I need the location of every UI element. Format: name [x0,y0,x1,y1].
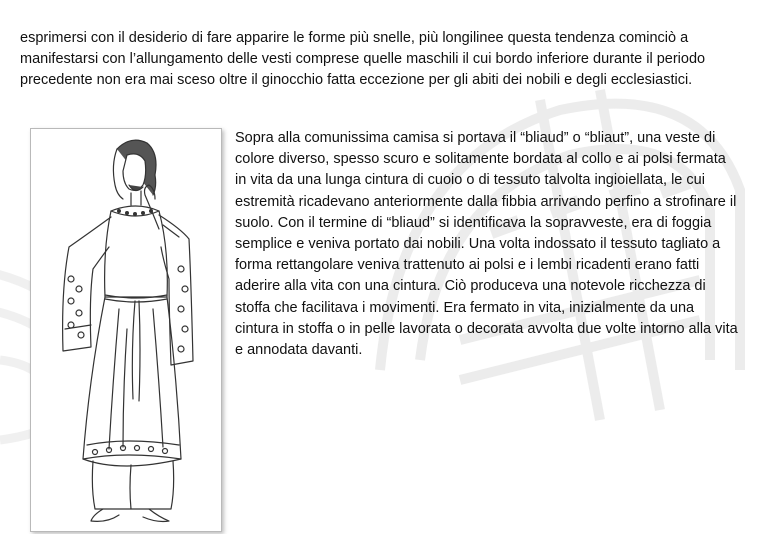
man-in-bliaud-illustration-icon [31,129,221,531]
body-paragraph: Sopra alla comunissima camisa si portava il “bliaud” o “bliaut”, una veste di colore diverso, spesso scuro e solitamente bordata al collo e ai polsi fermata in vita da una lunga cintura di cuoio o di tessuto talvolta ingioiellata, le cui estremità ricadevano anteriormente dalla fibbia arrivando perfino a strofinare il suolo. Con il termine di “bliaud” si identificava la sopravveste, era di foggia semplice e veniva portato dai nobili. Una volta indossato il tessuto tagliato a forma rettangolare veniva trattenuto ai polsi e i lembi ricadenti erano fatti aderire alla vita con una cintura. Ciò produceva una notevole ricchezza di stoffa che facilitava i movimenti. Era fermato in vita, inizialmente da una cintura in stoffa o in pelle lavorata o decorata avvolta due volte intorno alla vita e annodata davanti. [235,130,738,359]
figure-frame [30,128,222,532]
intro-paragraph: esprimersi con il desiderio di fare apparire le forme più snelle, più longilinee questa tendenza cominciò a manifestarsi con l’allungamento delle vesti comprese quelle maschili il cui bordo inferiore durante il periodo precedente non era mai sceso oltre il ginocchio fatta eccezione per gli abiti dei nobili e degli ecclesiastici. [20,30,706,88]
